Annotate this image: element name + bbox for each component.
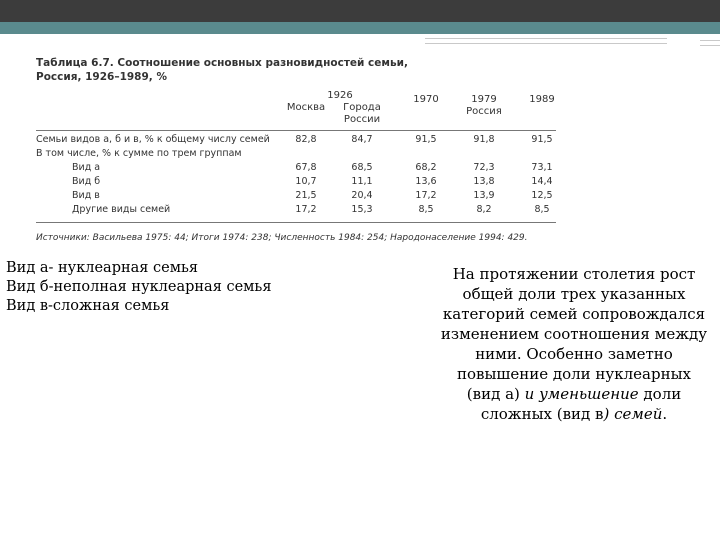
decor-line — [425, 43, 667, 44]
table-row — [36, 134, 556, 146]
header-moscow: Москва — [286, 102, 326, 113]
cell: 17,2 — [295, 204, 317, 215]
paragraph-end: . — [662, 405, 668, 423]
cell: 73,1 — [531, 162, 553, 173]
paragraph-italic: ) семей — [603, 405, 663, 423]
table-rule-top — [36, 130, 556, 131]
header-year-1970: 1970 — [413, 94, 439, 105]
row-label: Вид а — [72, 162, 101, 173]
cell: 72,3 — [473, 162, 495, 173]
conclusion-paragraph — [440, 264, 708, 424]
row-label: Вид в — [72, 190, 100, 201]
header-year-1989: 1989 — [529, 94, 555, 105]
cell: 8,5 — [418, 204, 434, 215]
cell: 17,2 — [415, 190, 437, 201]
paragraph-italic: и уменьшение — [524, 385, 639, 403]
row-label: Другие виды семей — [72, 204, 171, 215]
table-rule-bottom — [36, 222, 556, 223]
header-russia: Россия — [466, 106, 502, 117]
paragraph-text: доли сложных (вид в — [480, 385, 682, 423]
header-cities: Города России — [343, 102, 381, 125]
row-label: Семьи видов а, б и в, % к общему числу семей — [36, 134, 270, 145]
cell: 67,8 — [295, 162, 317, 173]
cell: 68,2 — [415, 162, 437, 173]
table-source-note: Источники: Васильева 1975: 44; Итоги 1974: 238; Численность 1984: 254; Народонаселение 1994: 429. — [36, 233, 528, 243]
cell: 8,5 — [534, 204, 550, 215]
cell: 8,2 — [476, 204, 492, 215]
family-types-table — [30, 48, 565, 258]
cell: 11,1 — [351, 176, 373, 187]
cell: 10,7 — [295, 176, 317, 187]
decor-line — [425, 38, 667, 39]
cell: 91,5 — [531, 134, 553, 145]
cell: 14,4 — [531, 176, 553, 187]
cell: 13,9 — [473, 190, 495, 201]
table-row — [36, 190, 556, 202]
header-year-1979: 1979 — [471, 94, 497, 105]
cell: 13,6 — [415, 176, 437, 187]
table-title-line1: Таблица 6.7. Соотношение основных разновидностей семьи, — [36, 57, 408, 69]
header-year-1926: 1926 — [327, 90, 353, 101]
table-title — [36, 56, 408, 84]
row-label: В том числе, % к сумме по трем группам — [36, 148, 242, 159]
slide-accent-stripe — [0, 22, 720, 34]
cell: 12,5 — [531, 190, 553, 201]
cell: 91,5 — [415, 134, 437, 145]
cell: 21,5 — [295, 190, 317, 201]
cell: 91,8 — [473, 134, 495, 145]
legend-line-b: Вид б-неполная нуклеарная семья — [6, 279, 272, 295]
table-row — [36, 162, 556, 174]
table-row — [36, 176, 556, 188]
row-label: Вид б — [72, 176, 101, 187]
cell: 15,3 — [351, 204, 373, 215]
legend-line-c: Вид в-сложная семья — [6, 298, 170, 314]
decor-line — [700, 40, 720, 41]
family-type-legend — [6, 259, 271, 316]
cell: 84,7 — [351, 134, 373, 145]
table-title-line2: Россия, 1926–1989, % — [36, 71, 167, 83]
slide-top-bar — [0, 0, 720, 22]
cell: 82,8 — [295, 134, 317, 145]
cell: 68,5 — [351, 162, 373, 173]
table-row — [36, 204, 556, 216]
cell: 13,8 — [473, 176, 495, 187]
legend-line-a: Вид а- нуклеарная семья — [6, 260, 199, 276]
cell: 20,4 — [351, 190, 373, 201]
decor-line — [700, 45, 720, 46]
paragraph-text: На протяжении столетия рост общей доли трех указанных категорий семей сопровождался изменением соотношения между ними. Особенно заметно повышение доли нуклеарных (вид а) — [440, 265, 708, 403]
table-row — [36, 148, 556, 160]
